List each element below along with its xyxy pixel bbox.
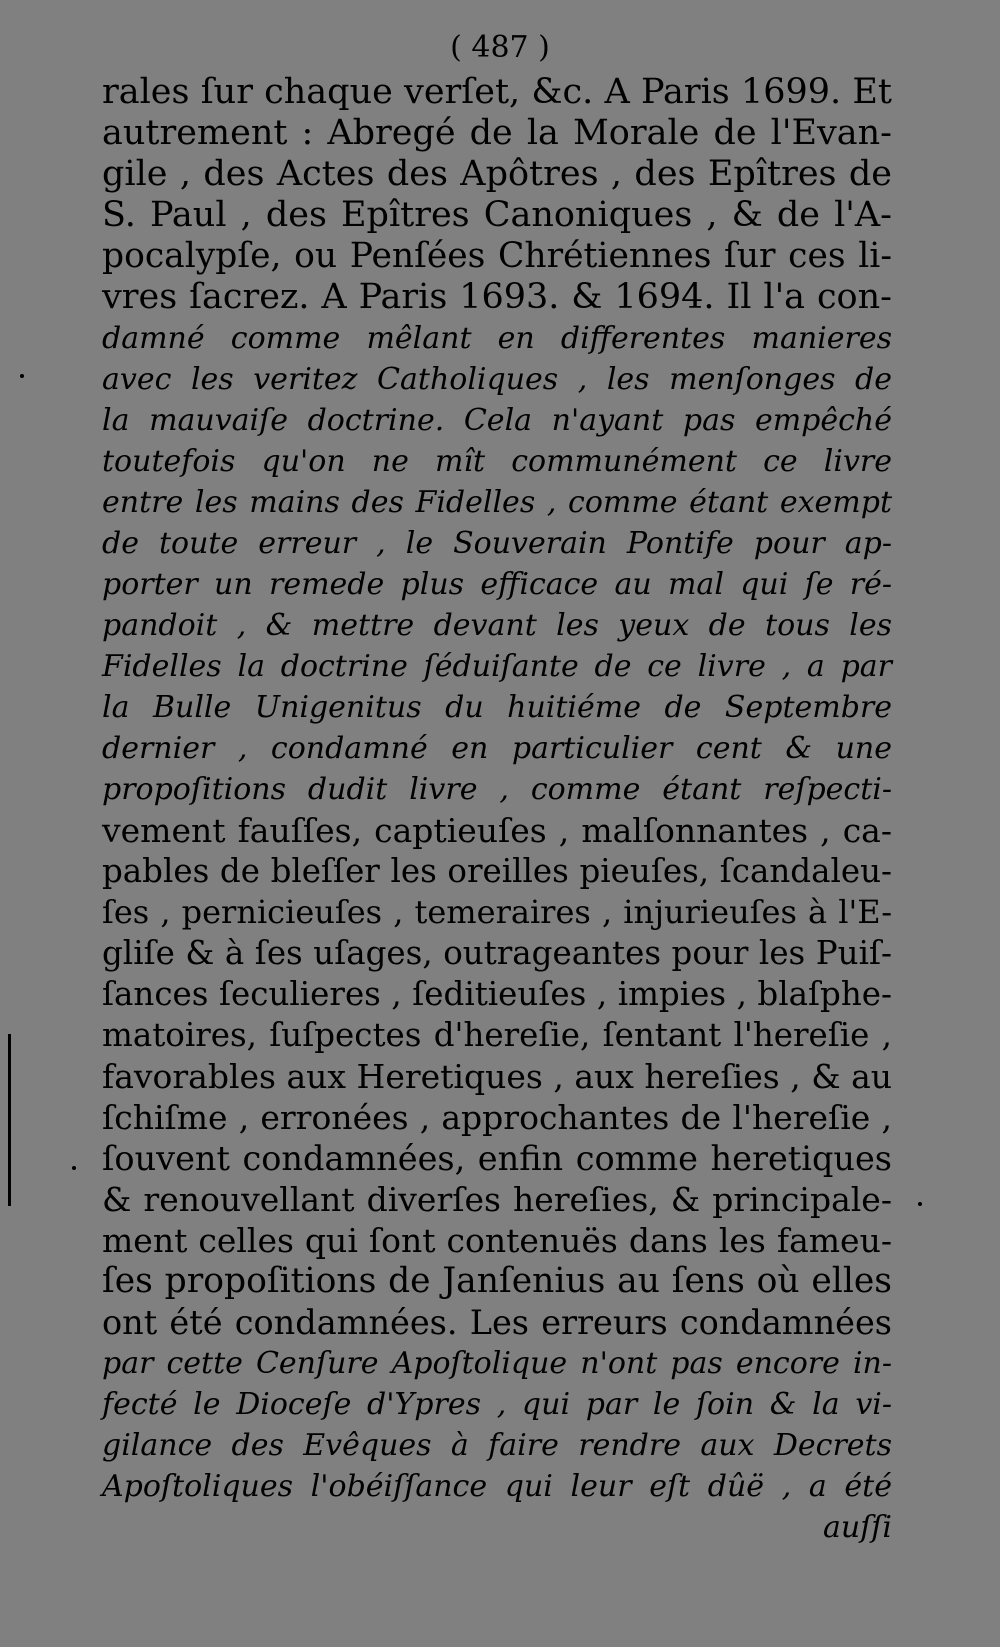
text-line: pandoit , & mettre devant les yeux de tous les [102,608,892,643]
text-line: propoſitions dudit livre , comme étant reſpecti- [102,772,892,807]
catchword: auſſi [822,1510,892,1545]
text-line: autrement : Abregé de la Morale de l'Evan- [102,113,892,153]
text-line: ſes , pernicieuſes , temeraires , injurieuſes à l'E- [102,893,892,931]
text-line: pocalypſe, ou Penſées Chrétiennes ſur ces li- [102,236,892,276]
text-line: de toute erreur , le Souverain Pontife pour ap- [102,526,892,561]
text-line: gilance des Evêques à faire rendre aux Decrets [102,1428,892,1463]
text-line: ont été condamnées. Les erreurs condamnées [102,1303,892,1342]
ink-speck [918,1202,922,1206]
text-line: entre les mains des Fidelles , comme étant exempt [102,485,892,520]
text-line: damné comme mêlant en differentes manieres [102,321,892,356]
text-line: & renouvellant diverſes hereſies, & principale- [102,1180,892,1219]
text-line: toutefois qu'on ne mît communément ce livre [102,444,892,479]
text-line: fecté le Dioceſe d'Ypres , qui par le ſoin & la vi- [102,1387,892,1422]
text-line: gliſe & à ſes uſages, outrageantes pour les Puiſ- [102,934,892,972]
ink-speck [72,1166,76,1170]
text-line: ſouvent condamnées, enfin comme heretiques [102,1139,892,1178]
text-line: favorables aux Heretiques , aux hereſies , & au [102,1057,892,1096]
margin-rule [8,1034,11,1206]
text-line: Apoſtoliques l'obéiſſance qui leur eſt dûë , a été [102,1469,892,1504]
ink-speck [20,374,24,378]
text-line: la Bulle Unigenitus du huitiéme de Septembre [102,690,892,725]
text-line: avec les veritez Catholiques , les menſonges de [102,362,892,397]
text-line: ſchiſme , erronées , approchantes de l'hereſie , [102,1098,892,1137]
text-line: vement fauſſes, captieuſes , malſonnantes , ca- [102,811,892,850]
text-line: par cette Cenſure Apoſtolique n'ont pas encore in- [102,1346,892,1381]
text-line: Fidelles la doctrine ſéduiſante de ce livre , a par [102,649,892,684]
text-line: pables de bleſſer les oreilles pieuſes, ſcandaleu- [102,852,892,890]
text-line: ſes propoſitions de Janſenius au ſens où elles [102,1261,892,1301]
text-line: gile , des Actes des Apôtres , des Epîtres de [102,154,892,194]
text-line: porter un remede plus efficace au mal qui ſe ré- [102,567,892,602]
text-line: dernier , condamné en particulier cent & une [102,731,892,766]
text-line: S. Paul , des Epîtres Canoniques , & de l'A- [102,195,892,235]
text-line: ſances ſeculieres , ſeditieuſes , impies , blaſphe- [102,975,892,1013]
page-number: ( 487 ) [450,30,550,65]
text-line: rales ſur chaque verſet, &c. A Paris 1699. Et [102,72,892,112]
page-text [102,72,892,1548]
text-line: la mauvaiſe doctrine. Cela n'ayant pas empêché [102,403,892,438]
text-line: ment celles qui ſont contenuës dans les fameu- [102,1221,892,1260]
text-line: matoires, ſuſpectes d'hereſie, ſentant l'hereſie , [102,1016,892,1054]
text-line: vres ſacrez. A Paris 1693. & 1694. Il l'a con- [102,277,892,317]
